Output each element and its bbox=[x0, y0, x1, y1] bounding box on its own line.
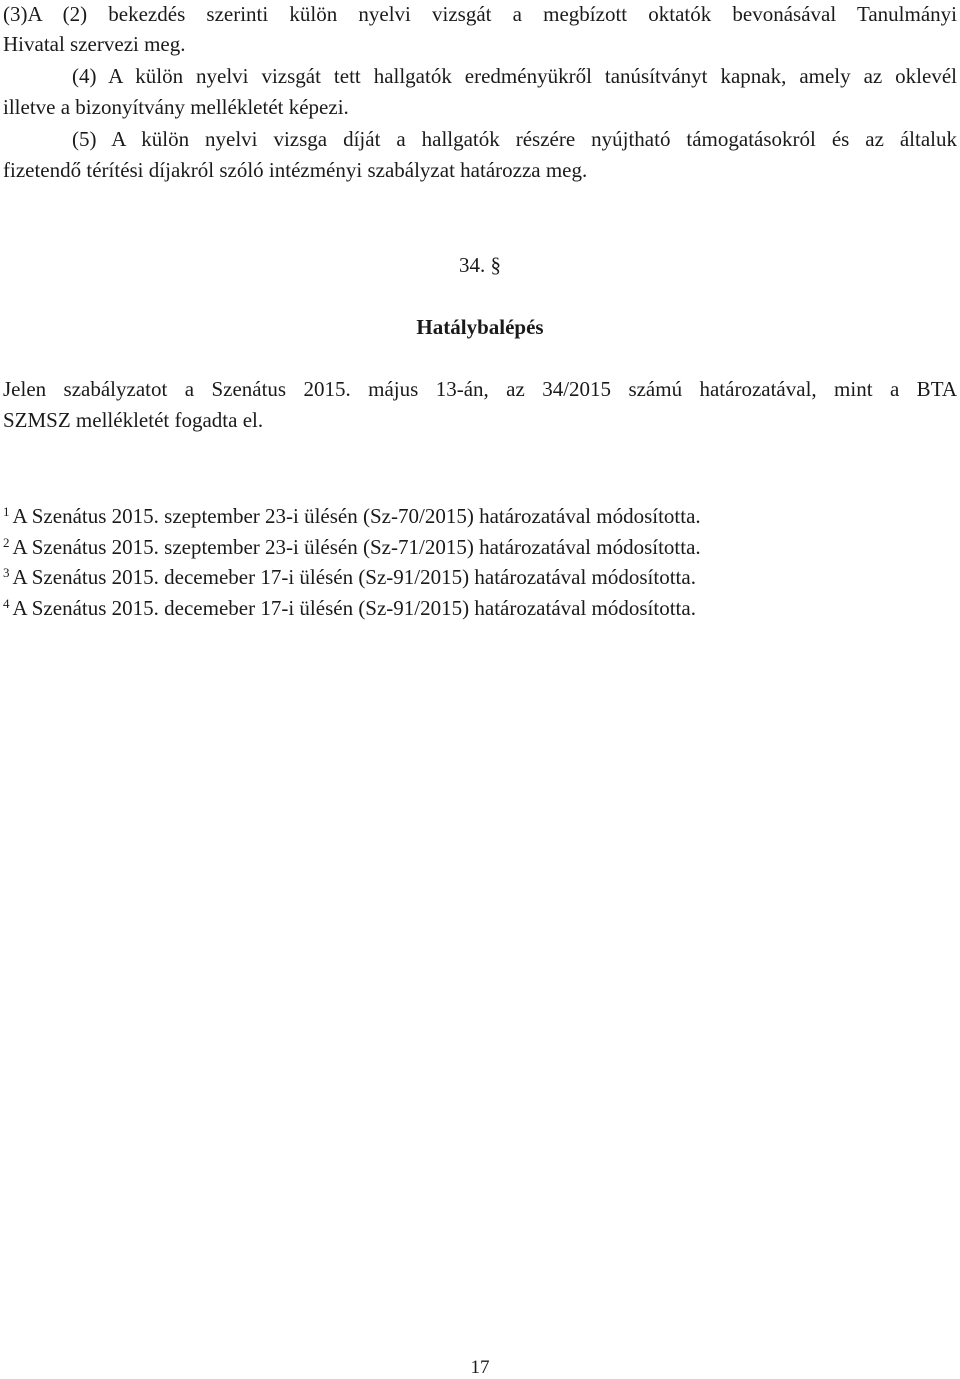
footnote-mark: 4 bbox=[3, 596, 10, 611]
section-body-line-2: SZMSZ mellékletét fogadta el. bbox=[3, 408, 264, 432]
section-title: Hatálybalépés bbox=[416, 315, 544, 339]
paragraph-5-line-1: (5) A külön nyelvi vizsga díját a hallgatók részére nyújtható támogatásokról és az általuk bbox=[72, 127, 957, 151]
footnote-mark: 1 bbox=[3, 504, 10, 519]
paragraph-5-line-2: fizetendő térítési díjakról szóló intézményi szabályzat határozza meg. bbox=[3, 158, 588, 182]
footnote-1 bbox=[3, 503, 957, 529]
footnote-text: A Szenátus 2015. szeptember 23-i ülésén (Sz-70/2015) határozatával módosította. bbox=[12, 504, 701, 528]
footnote-text: A Szenátus 2015. szeptember 23-i ülésén (Sz-71/2015) határozatával módosította. bbox=[12, 535, 701, 559]
footnote-mark: 2 bbox=[3, 535, 10, 550]
paragraph-4-line-2: illetve a bizonyítvány mellékletét képezi. bbox=[3, 95, 349, 119]
footnote-text: A Szenátus 2015. decemeber 17-i ülésén (Sz-91/2015) határozatával módosította. bbox=[12, 596, 696, 620]
footnote-3 bbox=[3, 564, 957, 590]
paragraph-4-line-1: (4) A külön nyelvi vizsgát tett hallgatók eredményükről tanúsítványt kapnak, amely az oklevél bbox=[72, 64, 957, 88]
paragraph-3-line-2: Hivatal szervezi meg. bbox=[3, 32, 186, 56]
page-number: 17 bbox=[470, 1357, 490, 1378]
footnote-4 bbox=[3, 595, 957, 621]
footnote-mark: 3 bbox=[3, 565, 10, 580]
section-body-line-1: Jelen szabályzatot a Szenátus 2015. május 13-án, az 34/2015 számú határozatával, mint a BTA bbox=[3, 377, 957, 401]
footnote-text: A Szenátus 2015. decemeber 17-i ülésén (Sz-91/2015) határozatával módosította. bbox=[12, 565, 696, 589]
footnote-2 bbox=[3, 534, 957, 560]
paragraph-3-line-1: (3)A (2) bekezdés szerinti külön nyelvi vizsgát a megbízott oktatók bevonásával Tanulmányi bbox=[3, 2, 957, 26]
section-number: 34. § bbox=[459, 253, 501, 277]
